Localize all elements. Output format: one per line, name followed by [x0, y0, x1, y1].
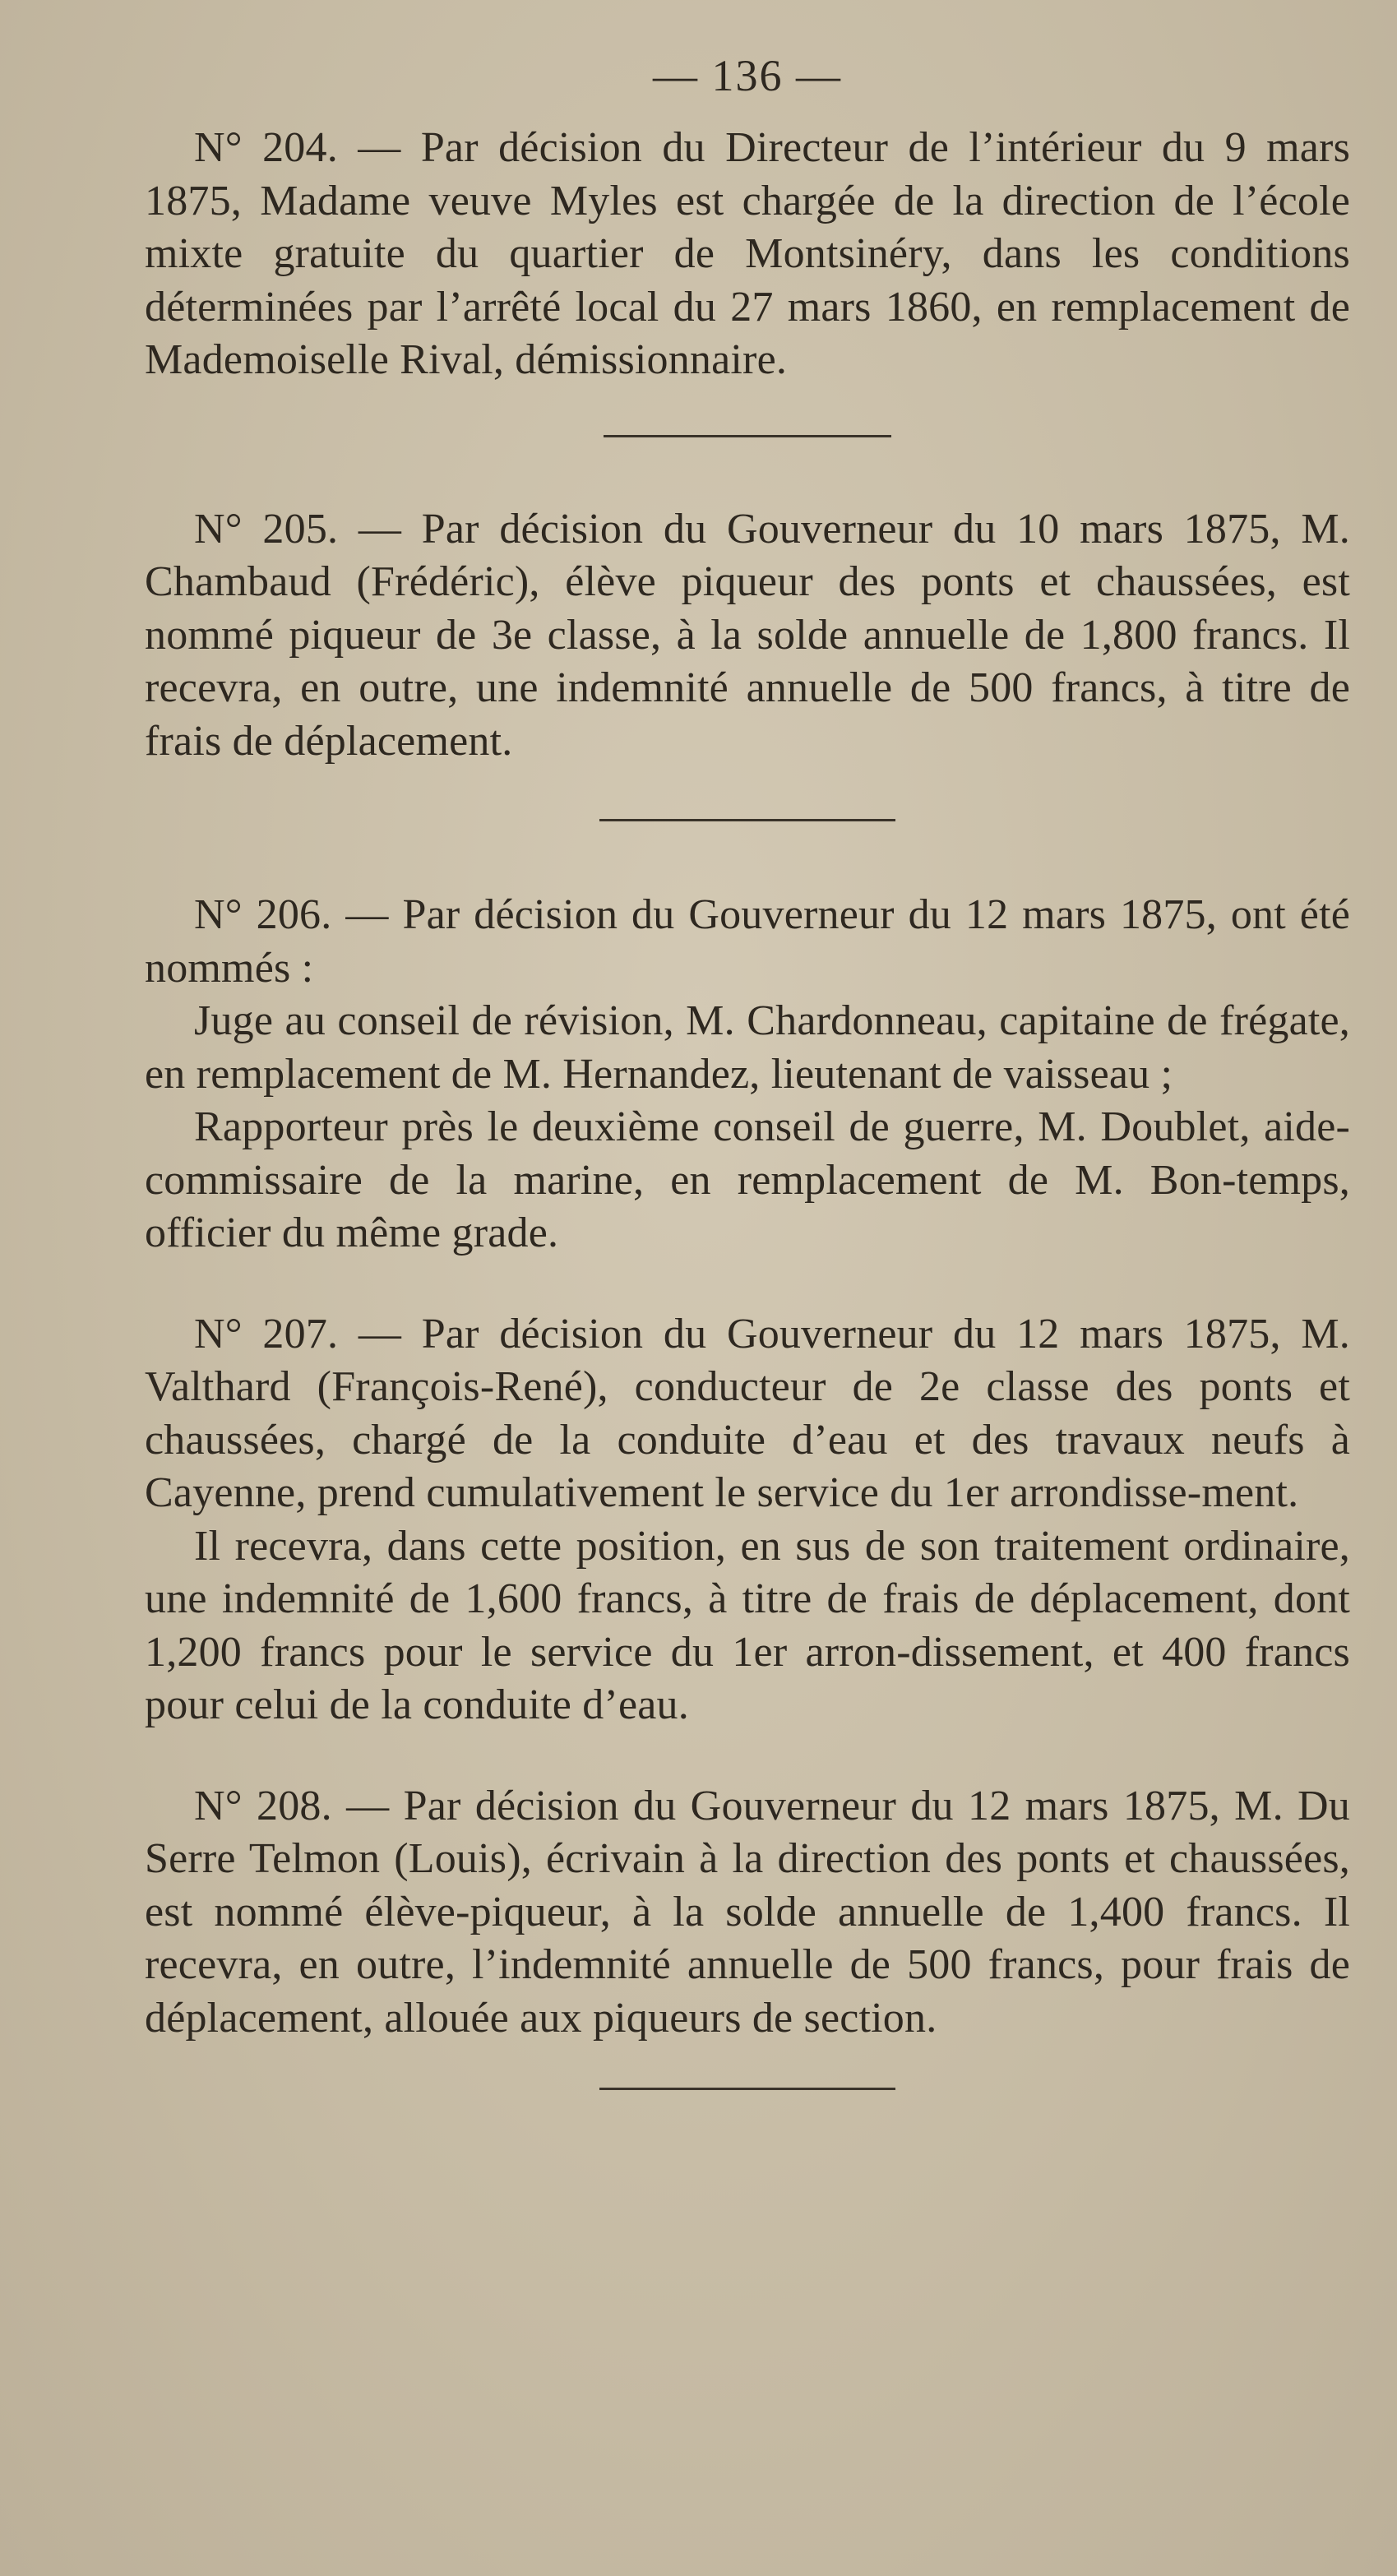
entry-205 — [145, 503, 1350, 769]
entry-text: — Par décision du Gouverneur du 12 mars 1875, M. Du Serre Telmon (Louis), écrivain à la direction des ponts et chaussées, est nommé élève-piqueur, à la solde annuelle de 1,400 francs. Il recevra, en outre, l’indemnité annuelle de 500 francs, pour frais de déplacement, allouée aux piqueurs de section. — [145, 1782, 1351, 2042]
entry-paragraph — [145, 889, 1350, 995]
spacer — [145, 1260, 1350, 1308]
entry-number: N° 207. — [194, 1310, 339, 1357]
entry-number: N° 205. — [194, 505, 339, 553]
entry-text: — Par décision du Directeur de l’intérieur du 9 mars 1875, Madame veuve Myles est chargée de la direction de l’école mixte gratuite du quartier de Montsinéry, dans les conditions déterminées par l’arrêté local du 27 mars 1860, en remplacement de Mademoiselle Rival, démissionnaire. — [145, 124, 1351, 383]
entry-207 — [145, 1308, 1350, 1732]
entry-206 — [145, 889, 1350, 1260]
entry-208 — [145, 1780, 1350, 2046]
entry-text: — Par décision du Gouverneur du 12 mars 1875, ont été nommés : — [145, 891, 1351, 992]
entry-paragraph: Il recevra, dans cette position, en sus de son traitement ordinaire, une indemnité de 1,600 francs, à titre de frais de déplacement, dont 1,200 francs pour le service du 1er arron-dissement, et 400 francs pour celui de la conduite d’eau. — [145, 1522, 1350, 1728]
spacer — [145, 1732, 1350, 1780]
page-number: — 136 — — [653, 51, 842, 100]
separator-rule — [599, 819, 895, 821]
entry-paragraph — [145, 122, 1350, 387]
separator-rule — [599, 2088, 895, 2090]
entry-paragraph: Juge au conseil de révision, M. Chardonneau, capitaine de frégate, en remplacement de M. Hernandez, lieutenant de vaisseau ; — [145, 997, 1350, 1098]
entry-paragraph — [145, 1780, 1350, 2046]
entry-text: — Par décision du Gouverneur du 10 mars 1875, M. Chambaud (Frédéric), élève piqueur des ponts et chaussées, est nommé piqueur de 3e classe, à la solde annuelle de 1,800 francs. Il recevra, en outre, une indemnité annuelle de 500 francs, à titre de frais de déplacement. — [145, 505, 1350, 765]
entry-text: — Par décision du Gouverneur du 12 mars 1875, M. Valthard (François-René), conducteur de 2e classe des ponts et chaussées, chargé de la conduite d’eau et des travaux neufs à Cayenne, prend cumulativement le service du 1er arrondisse-ment. — [145, 1310, 1350, 1516]
document-page — [145, 49, 1350, 2090]
entry-number: N° 208. — [194, 1782, 332, 1829]
entry-paragraph — [145, 503, 1350, 769]
separator-rule — [604, 435, 891, 437]
entry-paragraph — [145, 1308, 1350, 1520]
entry-number: N° 206. — [194, 891, 332, 938]
entry-paragraph: Rapporteur près le deuxième conseil de guerre, M. Doublet, aide-commissaire de la marine, en remplacement de M. Bon-temps, officier du même grade. — [145, 1103, 1350, 1256]
entry-204 — [145, 122, 1350, 387]
entry-number: N° 204. — [194, 124, 338, 171]
